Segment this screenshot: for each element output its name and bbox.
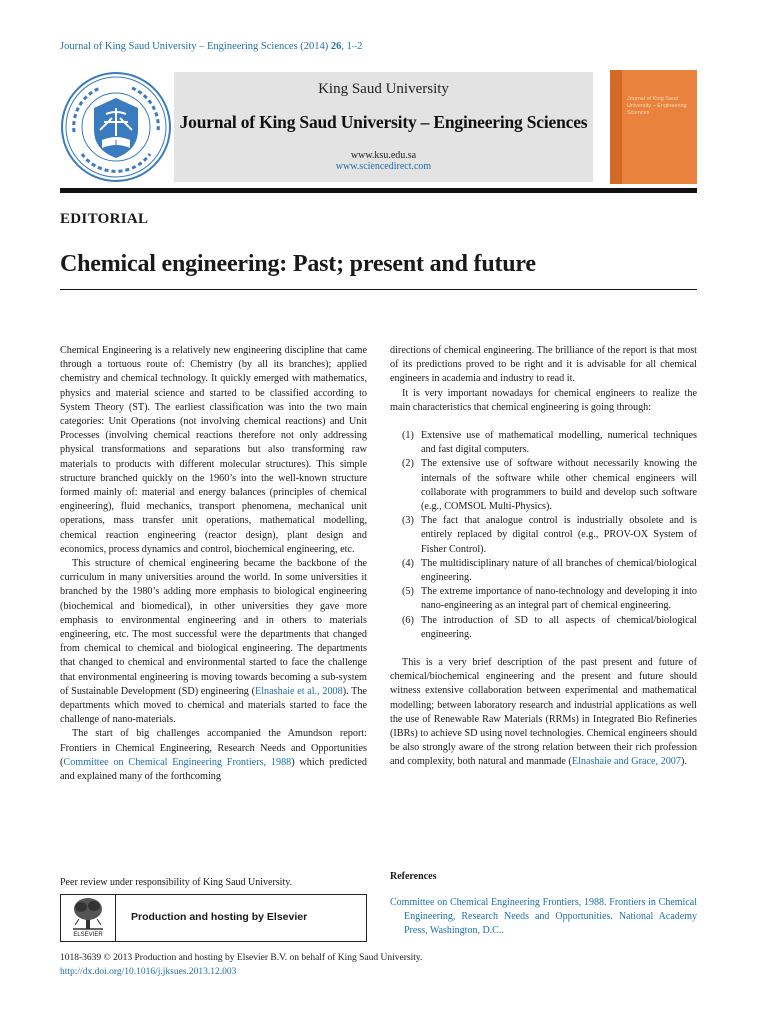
list-number: (3) [402, 515, 414, 527]
paragraph-3-text-a: The start of big challenges accompanied the Amundson report: Frontiers in Chemical Engineering, Research Needs and Opportunities ( [60, 728, 367, 768]
doi-link[interactable]: http://dx.doi.org/10.1016/j.jksues.2013.12.003 [60, 966, 237, 977]
paragraph-2-text-a: This structure of chemical engineering became the backbone of the curriculum in many universities around the world. In some universities it branched by the 1980’s adding more emphasis to biological engineering (biochemical and biomedical), in other universities they gave more emphasis to environmental engineering and in others to materials engineering, etc. The most successful were the departments that changed from chemical to chemical and biological engineering. The departments that changed to chemical and environmental started to face the challenge that environmental engineering is moving towards becoming a sub-system of Sustainable Development (SD) engineering ( [60, 558, 367, 697]
paragraph-4: directions of chemical engineering. The brilliance of the report is that most of its predictions proved to be right and it is advisable for all chemical engineers in academia and industry to read it. [390, 345, 697, 385]
running-head-journal: Journal of King Saud University – Engineering Sciences (2014) [60, 41, 329, 52]
publisher-url[interactable]: www.ksu.edu.sa [350, 150, 417, 161]
issn-line: 1018-3639 © 2013 Production and hosting by Elsevier B.V. on behalf of King Saud University. [60, 953, 423, 963]
list-item [390, 557, 697, 585]
right-column [390, 344, 697, 770]
journal-name: Journal of King Saud University – Engineering Sciences [179, 112, 588, 132]
page-footer [60, 952, 422, 979]
paragraph-2 [60, 557, 367, 727]
cover-title: Journal of King Saud University – Engineering Sciences [627, 96, 687, 116]
production-hosting-text: Production and hosting by Elsevier [131, 911, 308, 923]
article-title: Chemical engineering: Past; present and future [60, 251, 536, 277]
paragraph-1: Chemical Engineering is a relatively new engineering discipline that came through a tortuous route of: Chemistry (by all its branches); applied chemistry and chemical technology. It quickly emerged with mathematics, physics and material science and started to be classified according to System Theory (ST). The earliest classification was into the two main categories: Unit Operations (not involving chemical reactions) and Unit Processes (involving chemical reactions therefore not only addressing physical transformations and separations but also transforming raw materials to products with different molecular structures). This simple structure branched quickly on the 1960’s into the well-known structure formed mainly of: material and energy balances (principles of chemical engineering), fluid mechanics, transport phenomena, mechanical unit operations, mass transfer unit operations, mathematical modelling, chemical reaction engineering (reactor design), plant design and economics, process dynamics and control, biochemical engineering, etc. [60, 345, 367, 555]
paragraph-3 [60, 727, 367, 784]
characteristics-list [390, 429, 697, 642]
journal-cover-thumbnail [610, 70, 697, 184]
peer-review-note: Peer review under responsibility of King Saud University. [60, 877, 293, 888]
running-head-pages: , 1–2 [341, 41, 363, 52]
ksu-seal-logo [60, 70, 172, 184]
list-item [390, 514, 697, 557]
paragraph-6-text-b: ). [681, 756, 687, 768]
section-label: EDITORIAL [60, 211, 149, 227]
cover-stripe [610, 70, 622, 184]
header-rule [60, 188, 697, 193]
list-item [390, 585, 697, 613]
citation-elnashaie-grace-2007[interactable]: Elnashaie and Grace, 2007 [571, 756, 681, 768]
paragraph-6-text-a: This is a very brief description of the past present and future of chemical/biochemical engineering and the present and future should witness extensive collaboration between experimental and mathematical modelling; between laboratory research and industrial applications as well the use of Renewable Raw Materials (RRMs) in Integrated Bio Refineries (IBRs) to achieve SD using novel technologies. Chemical engineers should be also strongly aware of the strong relation between their rich profession and complexity, both natural and manmade ( [390, 657, 697, 768]
list-item [390, 614, 697, 642]
masthead [60, 70, 697, 184]
list-text: The fact that analogue control is industrially obsolete and is entirely replaced by digital control (e.g., PROV-OX System of Fisher Control). [421, 515, 697, 555]
list-item [390, 457, 697, 514]
title-rule [60, 289, 697, 290]
list-number: (2) [402, 458, 414, 470]
left-column [60, 344, 367, 784]
running-head-volume: 26 [330, 41, 342, 52]
list-number: (5) [402, 586, 414, 598]
list-text: The multidisciplinary nature of all branches of chemical/biological engineering. [421, 557, 697, 584]
list-item [390, 429, 697, 457]
list-number: (1) [402, 430, 414, 442]
sciencedirect-url[interactable]: www.sciencedirect.com [335, 161, 432, 172]
paragraph-2-text-b: ). The departments which moved to chemical and materials started to face the challenge of nano-materials. [60, 685, 368, 726]
elsevier-tree-logo [61, 895, 116, 941]
list-number: (4) [402, 557, 414, 569]
publisher-name: King Saud University [318, 81, 449, 97]
list-text: The extreme importance of nano-technology and developing it into nano-engineering as an integral part of chemical engineering. [421, 586, 697, 612]
list-text: The extensive use of software without necessarily knowing the internals of the software while other chemical engineers will collaborate with programmers to build and develop such software (e.g., COMSOL Multi-Physics). [421, 458, 697, 513]
paragraph-6 [390, 656, 697, 770]
list-number: (6) [402, 614, 414, 626]
citation-committee-1988[interactable]: Committee on Chemical Engineering Frontiers, 1988 [63, 756, 292, 768]
reference-item[interactable]: Committee on Chemical Engineering Frontiers, 1988. Frontiers in Chemical Engineering, Research Needs and Opportunities. National Academy Press, Washington, D.C.. [390, 897, 697, 936]
running-head [60, 41, 362, 52]
citation-elnashaie-2008[interactable]: Elnashaie et al., 2008 [254, 685, 343, 697]
paragraph-3-text-b: ) which predicted and explained many of the forthcoming [60, 756, 367, 783]
paragraph-5: It is very important nowadays for chemical engineers to realize the main characteristics that chemical engineering is going through: [390, 387, 697, 413]
list-text: Extensive use of mathematical modelling, numerical techniques and fast digital computers. [421, 430, 697, 456]
elsevier-box [60, 894, 367, 942]
journal-banner [174, 72, 593, 182]
references-heading: References [390, 871, 437, 882]
elsevier-logo-text: ELSEVIER [73, 932, 103, 938]
list-text: The introduction of SD to all aspects of chemical/biological engineering. [421, 614, 697, 640]
